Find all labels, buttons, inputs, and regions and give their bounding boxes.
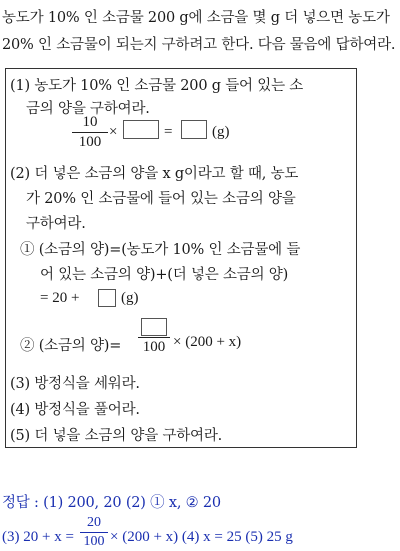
q2-step1-blank[interactable] <box>98 289 116 307</box>
q2-step1-line-3: = 20 + <box>40 290 80 306</box>
answer-line-1: 정답 : (1) 200, 20 (2) ① x, ② 20 <box>2 495 221 511</box>
q1-unit: (g) <box>212 124 230 140</box>
q1-answer-blank-2[interactable] <box>181 120 207 139</box>
q1-fraction <box>72 114 108 151</box>
answer-line-2-suffix: × (200 + x) (4) x = 25 (5) 25 g <box>110 529 293 545</box>
q1-fraction-denominator: 100 <box>78 134 102 150</box>
answer-fraction-denominator: 100 <box>83 534 105 549</box>
q2-step2-label: ② (소금의 양)= <box>20 338 122 354</box>
q5-text: (5) 더 넣을 소금의 양을 구하여라. <box>10 428 223 444</box>
answer-line-2-prefix: (3) 20 + x = <box>2 529 74 545</box>
q2-line-1: (2) 더 넣은 소금의 양을 x g이라고 할 때, 농도 <box>10 166 299 182</box>
q2-step2-expression: × (200 + x) <box>173 334 242 350</box>
q1-answer-blank-1[interactable] <box>123 120 159 139</box>
q2-line-3: 구하여라. <box>26 216 86 232</box>
q1-fraction-numerator: 10 <box>82 114 98 130</box>
q2-line-2: 가 20% 인 소금물에 들어 있는 소금의 양을 <box>26 191 296 207</box>
q2-step2-blank[interactable] <box>141 318 167 336</box>
q1-line-2: 금의 양을 구하여라. <box>26 101 150 117</box>
q1-times-sign: × <box>109 124 118 140</box>
q3-text: (3) 방정식을 세워라. <box>10 376 140 392</box>
q1-line-1: (1) 농도가 10% 인 소금물 200 g 들어 있는 소 <box>10 78 304 94</box>
intro-line-1: 농도가 10% 인 소금물 200 g에 소금을 몇 g 더 넣으면 농도가 <box>2 10 390 26</box>
q2-step2-fraction <box>138 318 170 356</box>
q1-equals-sign: = <box>164 124 173 140</box>
q2-step1-line-1: ① (소금의 양)=(농도가 10% 인 소금물에 들 <box>20 242 301 258</box>
answer-fraction-numerator: 20 <box>87 515 101 530</box>
q2-step2-denominator: 100 <box>142 339 166 355</box>
q4-text: (4) 방정식을 풀어라. <box>10 402 140 418</box>
q2-step1-line-2: 어 있는 소금의 양)+(더 넣은 소금의 양) <box>40 267 289 283</box>
q2-step1-unit: (g) <box>121 290 139 306</box>
intro-line-2: 20% 인 소금물이 되는지 구하려고 한다. 다음 물음에 답하여라. <box>2 37 396 53</box>
answer-fraction <box>80 515 108 550</box>
